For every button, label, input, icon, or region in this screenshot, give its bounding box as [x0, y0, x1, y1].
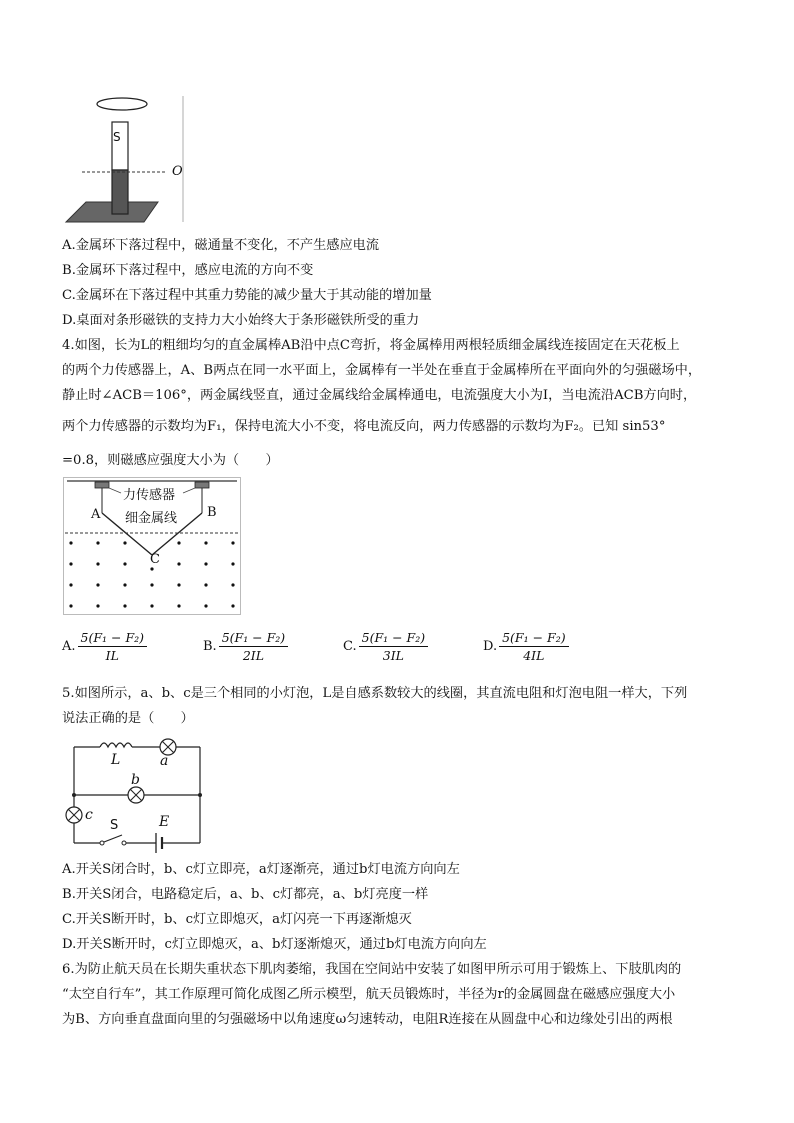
point-a-label: A [91, 507, 101, 522]
point-c-label: C [150, 552, 160, 567]
inductor-l-label: L [111, 752, 121, 768]
q4-line-1: 4.如图，长为L的粗细均匀的直金属棒AB沿中点C弯折，将金属棒用两根轻质细金属线连接固定在天花板上 [62, 338, 680, 353]
lamp-b-label: b [131, 772, 140, 788]
q4-option-c [343, 630, 428, 663]
option-label: A. [62, 639, 76, 654]
sensor-left [95, 482, 109, 488]
battery-e-label: E [159, 814, 170, 830]
fraction-numerator: 5(F₁ − F₂) [499, 630, 569, 647]
fraction-denominator: 2IL [242, 648, 265, 663]
lamp-a-label: a [160, 753, 169, 769]
q5-option-a: A.开关S闭合时，b、c灯立即亮，a灯逐渐亮，通过b灯电流方向向左 [62, 862, 460, 877]
sensor-right [195, 482, 209, 488]
switch-s-label: S [110, 818, 119, 833]
metal-ring [97, 98, 147, 110]
circuit-figure [62, 735, 212, 853]
sensor-label: 力传感器 [123, 488, 176, 503]
junction [198, 793, 202, 797]
fraction-denominator: 3IL [382, 648, 404, 663]
switch-contact [122, 841, 126, 845]
switch-blade [104, 835, 122, 842]
lamp-c-symbol [66, 807, 82, 823]
q4-line-2: 的两个力传感器上，A、B两点在同一水平面上，金属棒有一半处在垂直于金属棒所在平面向外的匀强磁场中， [62, 363, 702, 378]
wire-label: 细金属线 [125, 511, 178, 526]
option-label: C. [343, 639, 357, 654]
q3-option-d: D.桌面对条形磁铁的支持力大小始终大于条形磁铁所受的重力 [62, 313, 420, 328]
q3-option-c: C.金属环在下落过程中其重力势能的减少量大于其动能的增加量 [62, 288, 432, 303]
q6-line-3: 为B、方向垂直盘面向里的匀强磁场中以角速度ω匀速转动，电阻R连接在从圆盘中心和边缘处引出的两根 [62, 1012, 673, 1027]
q4-option-d [483, 630, 569, 663]
fraction-numerator: 5(F₁ − F₂) [219, 630, 289, 647]
magnet-bottom [112, 170, 128, 214]
q4-line-4: 两个力传感器的示数均为F₁，保持电流大小不变，将电流反向，两力传感器的示数均为F₂。已知 sin53° [62, 419, 666, 434]
leader-sensor-r [183, 488, 195, 493]
q4-option-b [203, 630, 288, 663]
q6-line-2: “太空自行车”，其工作原理可简化成图乙所示模型，航天员锻炼时，半径为r的金属圆盘在磁感应强度大小 [62, 987, 676, 1002]
q4-option-a [62, 630, 147, 663]
option-fraction [499, 630, 569, 663]
q5-option-d: D.开关S断开时，c灯立即熄灭，a、b灯逐渐熄灭，通过b灯电流方向向左 [62, 937, 487, 952]
lamp-b-symbol [128, 787, 144, 803]
q3-option-a: A.金属环下落过程中，磁通量不变化，不产生感应电流 [62, 238, 380, 253]
leader-sensor [109, 488, 121, 493]
q5-option-b: B.开关S闭合，电路稳定后，a、b、c灯都亮，a、b灯亮度一样 [62, 887, 429, 902]
fraction-denominator: 4IL [523, 648, 545, 663]
fraction-numerator: 5(F₁ − F₂) [78, 630, 148, 647]
q5-option-c: C.开关S断开时，b、c灯立即熄灭，a灯闪亮一下再逐渐熄灭 [62, 912, 412, 927]
q6-line-1: 6.为防止航天员在长期失重状态下肌肉萎缩，我国在空间站中安装了如图甲所示可用于锻炼上、下肢肌肉的 [62, 962, 682, 977]
option-label: B. [203, 639, 217, 654]
magnet-ring-figure [62, 92, 192, 226]
option-fraction [359, 630, 429, 663]
junction [72, 793, 76, 797]
option-fraction [219, 630, 289, 663]
option-fraction [78, 630, 148, 663]
switch-contact [100, 841, 104, 845]
q4-line-3: 静止时∠ACB＝106°，两金属线竖直，通过金属线给金属棒通电，电流强度大小为I，当电流沿ACB方向时， [62, 388, 697, 403]
q5-line-2: 说法正确的是（ ） [62, 711, 194, 726]
axis-o-label: O [172, 164, 183, 179]
inductor-coil [100, 743, 132, 747]
q3-option-b: B.金属环下落过程中，感应电流的方向不变 [62, 263, 314, 278]
magnet-s-label: S [113, 130, 121, 144]
q5-line-1: 5.如图所示，a、b、c是三个相同的小灯泡，L是自感系数较大的线圈，其直流电阻和灯泡电阻一样大，下列 [62, 686, 688, 701]
fraction-numerator: 5(F₁ − F₂) [359, 630, 429, 647]
point-b-label: B [207, 505, 217, 520]
fraction-denominator: IL [105, 648, 119, 663]
q4-line-5: =0.8，则磁感应强度大小为（ ） [62, 453, 279, 468]
lamp-c-label: c [85, 807, 93, 823]
option-label: D. [483, 639, 498, 654]
